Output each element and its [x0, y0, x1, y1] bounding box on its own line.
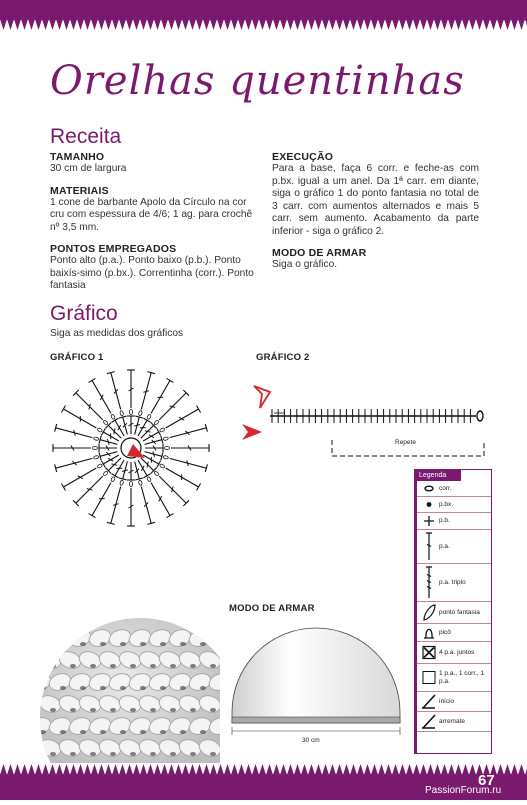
start-arrow-icon: [242, 424, 262, 440]
legend-item-text: arremate: [439, 717, 466, 725]
finish-arrow-icon: [254, 386, 270, 408]
watermark: PassionForum.ru: [425, 785, 502, 796]
assembly-instructions-label: MODO DE ARMAR: [272, 247, 367, 259]
stitch-spoke: [107, 460, 131, 524]
start-icon: [421, 692, 437, 711]
stitch-spoke: [135, 458, 174, 517]
stitch-spoke: [61, 406, 120, 445]
top-border: [0, 0, 527, 40]
triple-treble-icon: [421, 564, 437, 601]
legend-item: [417, 530, 491, 564]
legend-item-text: corr.: [439, 484, 452, 492]
stitch-spoke: [138, 390, 189, 441]
legend-item-text: 4 p.a. juntos: [439, 648, 475, 656]
recipe-heading: Receita: [50, 125, 122, 148]
legend-item: [417, 692, 491, 712]
assembly-diagram-label: MODO DE ARMAR: [229, 603, 315, 614]
chart1-label: GRÁFICO 1: [50, 352, 104, 363]
legend-item: [417, 497, 491, 513]
stitches-label: PONTOS EMPREGADOS: [50, 243, 177, 255]
empty-box-icon: [421, 664, 437, 691]
chart-heading: Gráfico: [50, 302, 118, 325]
stitch-spoke: [73, 390, 124, 441]
leaf-icon: [421, 602, 437, 623]
materials-label: MATERIAIS: [50, 184, 109, 197]
legend-item: [417, 513, 491, 530]
x-box-icon: [421, 642, 437, 663]
legend-title: Legenda: [415, 470, 461, 481]
legend-item-text: p.b.: [439, 517, 450, 524]
stitch-spoke: [73, 455, 124, 506]
legend-item: [417, 642, 491, 664]
legend-item-text: p.a. triplo: [439, 578, 466, 586]
execution-text: Para a base, faça 6 corr. e feche-as com p.bx. igual a um anel. Da 1ª carr. em diante, siga o gráfico 1 do ponto fantasia no total de 3 carr. com aumentos alternados e mais 5 carr. sem aumento. Acabamento da parte inferior - siga o gráfico 2.: [272, 163, 479, 237]
legend-item-text: p.bx.: [439, 500, 454, 508]
stitch-spoke: [143, 424, 207, 448]
stitch-spoke: [53, 444, 117, 452]
chart1-diagram: [45, 362, 217, 534]
stitch-spoke: [127, 462, 135, 526]
stitch-spoke: [131, 460, 155, 524]
materials-text: 1 cone de barbante Apolo da Círculo na cor cru com espessura de 4/6; 1 ag. para crochê nº 3,5 mm.: [50, 196, 253, 233]
stitch-spoke: [145, 444, 209, 452]
plus-icon: [421, 513, 437, 529]
chart-subtitle: Siga as medidas dos gráficos: [50, 328, 184, 339]
recipe-right-column: [272, 151, 479, 272]
assembly-instructions-text: Siga o gráfico.: [272, 259, 338, 270]
stitch-spoke: [89, 458, 128, 517]
stitch-spoke: [135, 378, 174, 437]
legend-item-text: início: [439, 697, 455, 705]
legend-item: [417, 664, 491, 692]
legend-item-text: p.a.: [439, 542, 450, 550]
dot-icon: [421, 497, 437, 512]
start-arrow-icon: [127, 444, 145, 458]
size-text: 30 cm de largura: [50, 163, 127, 174]
legend-item: [417, 712, 491, 732]
stitches-text: Ponto alto (p.a.). Ponto baixo (p.b.). Ponto baixís-simo (p.bx.). Correntinha (corr.). Ponto fantasia: [50, 255, 254, 291]
stitch-spoke: [61, 452, 120, 491]
stitch-spoke: [55, 448, 119, 472]
oval-icon: [421, 481, 437, 496]
finish-icon: [421, 712, 437, 731]
treble-icon: [421, 530, 437, 563]
legend-list: [417, 481, 491, 753]
execution-label: EXECUÇÃO: [272, 151, 334, 163]
legend-item-text: ponto fantasia: [439, 608, 480, 616]
chart2-diagram: [240, 380, 490, 465]
stitch-spoke: [107, 372, 131, 436]
width-label: 30 cm: [302, 737, 320, 744]
page-number: 67: [478, 772, 495, 789]
stitch-spoke: [131, 372, 155, 436]
stitch-spoke: [89, 378, 128, 437]
repeat-label: Repete: [395, 439, 416, 446]
recipe-left-column: [50, 151, 262, 293]
stitch-spoke: [138, 455, 189, 506]
legend-item: [417, 481, 491, 497]
legend-item: [417, 602, 491, 624]
picot-icon: [421, 624, 437, 641]
legend-item-text: picô: [439, 628, 451, 636]
stitch-spoke: [141, 406, 200, 445]
page-title: Orelhas quentinhas: [50, 58, 465, 104]
legend-item: [417, 564, 491, 602]
legend-item: [417, 624, 491, 642]
chart2-label: GRÁFICO 2: [256, 352, 310, 363]
stitch-spoke: [55, 424, 119, 448]
size-label: TAMANHO: [50, 151, 105, 163]
stitch-spoke: [143, 448, 207, 472]
assembly-diagram: [222, 617, 410, 752]
yarn-texture-photo: [30, 598, 220, 763]
stitch-spoke: [127, 370, 135, 434]
legend-box: [414, 469, 492, 754]
legend-item-text: 1 p.a., 1 corr., 1 p.a.: [439, 669, 485, 685]
stitch-spoke: [141, 452, 200, 491]
